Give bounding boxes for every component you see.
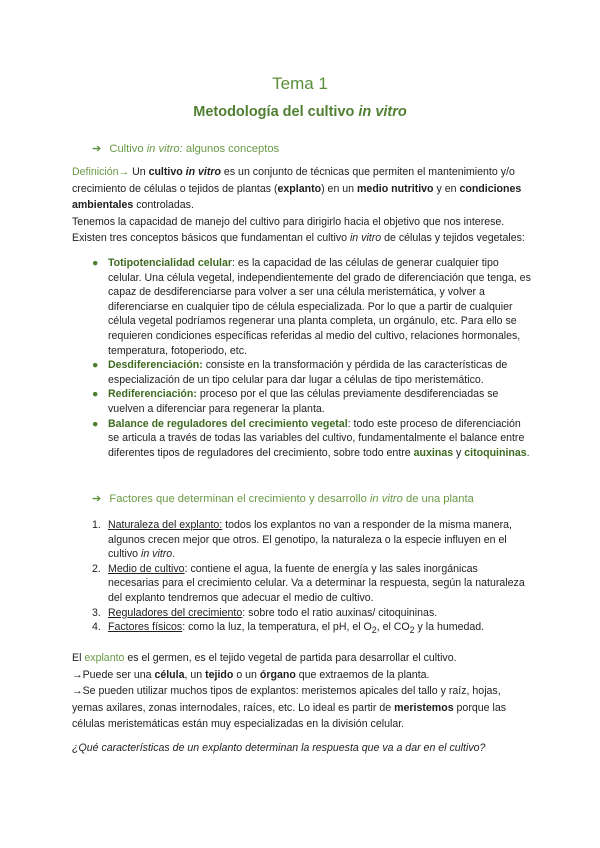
list-item: 3. Reguladores del crecimiento: sobre todo el ratio auxinas/ citoquininas. — [92, 606, 438, 619]
list-item: 1. Naturaleza del explanto: todos los explantos no van a responder de la misma manera, algunos crecen mejor que otros. El genotipo, la naturaleza o la especie influyen en el cultivo in vitro. — [92, 519, 512, 561]
definition-paragraph: Definición→ Un cultivo in vitro es un conjunto de técnicas que permiten el mantenimiento y/o crecimiento de células o tejidos de plantas (explanto) en un medio nutritivo y en condiciones ambientales controladas. Tenemos la capacidad de manejo del cultivo para dirigirlo hacia el objetivo que nos interese. Existen tres conceptos básicos que fundamentan el cultivo in vitro de células y tejidos vegetales: — [72, 164, 532, 247]
question-text: ¿Qué características de un explanto determinan la respuesta que va a dar en el cultivo? — [72, 742, 486, 754]
arrow-icon: ➔ — [92, 143, 102, 155]
chapter-number: Tema 1 — [272, 74, 328, 93]
intro-line-1: Tenemos la capacidad de manejo del cultivo para dirigirlo hacia el objetivo que nos interese. — [72, 215, 505, 228]
intro-line-2: Existen tres conceptos básicos que fundamentan el cultivo in vitro de células y tejidos vegetales: — [72, 232, 525, 245]
section-heading-cultivo: ➔ Cultivo in vitro: algunos conceptos — [92, 143, 280, 155]
explanto-paragraph: El explanto es el germen, es el tejido vegetal de partida para desarrollar el cultivo. →Puede ser una célula, un tejido o un órgano que extraemos de la planta. →Se pueden utilizar muchos tipos de explantos: meristemos apicales del tallo y raíz, hojas, yemas axilares, zonas internodales, raíces, etc. Lo ideal es partir de meristemos porque las células meristemáticas están muy especializadas en la división celular. — [72, 652, 507, 731]
factors-list — [92, 518, 532, 638]
list-item: ● Totipotencialidad celular: es la capacidad de las células de generar cualquier tipo celular. Una célula vegetal, independientemente del grado de diferenciación que tenga, es capaz de desdiferenciarse para volver a ser una célula meristemática, y volver a diferenciarse en cualquier tipo de célula especializada. Por lo que a partir de cualquier célula vegetal podríamos regenerar una planta completa, un orgánulo, etc. Para ello se requieren condiciones específicas referidas al medio del cultivo, relaciones hormonales, temperatura, fotoperiodo, etc. — [92, 257, 531, 357]
arrow-icon: ➔ — [92, 493, 102, 505]
list-item: ● Balance de reguladores del crecimiento vegetal: todo este proceso de diferenciación se articula a través de todas las variables del cultivo, fundamentalmente el balance entre diferentes tipos de reguladores del crecimiento, sobre todo entre auxinas y citoquininas. — [92, 417, 530, 459]
concepts-list — [92, 256, 532, 460]
section-heading-factores: ➔ Factores que determinan el crecimiento y desarrollo in vitro de una planta — [92, 493, 474, 505]
list-item: 4. Factores físicos: como la luz, la temperatura, el pH, el $O_2$, el $CO_2$ y la humedad. — [92, 621, 485, 636]
list-item: 2. Medio de cultivo: contiene el agua, la fuente de energía y las sales inorgánicas necesarias para el crecimiento celular. Va a determinar la respuesta, según la naturaleza del explanto tendremos que adecuar el medio de cultivo. — [92, 562, 525, 604]
list-item: ● Desdiferenciación: consiste en la transformación y pérdida de las características de especialización de un tipo celular para dar lugar a células de tipo meristemático. — [92, 359, 508, 386]
list-item: ● Rediferenciación: proceso por el que las células previamente desdiferenciadas se vuelven a diferenciar para regenerar la planta. — [92, 388, 499, 415]
chapter-title: Metodología del cultivo in vitro — [193, 104, 407, 120]
